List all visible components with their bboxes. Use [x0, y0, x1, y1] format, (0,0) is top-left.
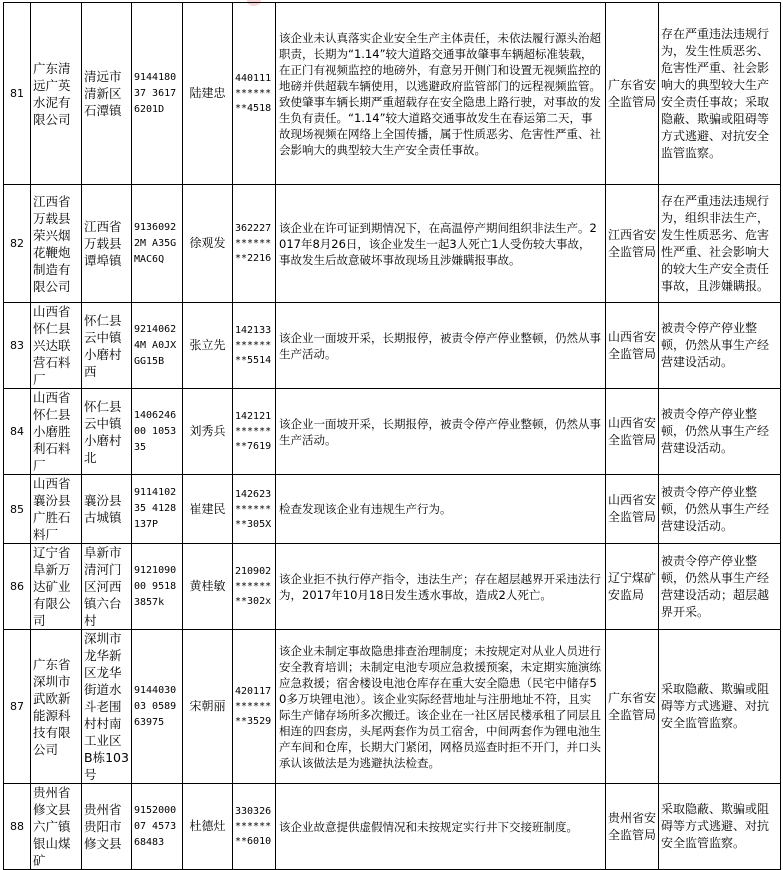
company-address-cell: 怀仁县云中镇小磨村北 [82, 389, 132, 475]
legal-representative-cell: 陆建忠 [183, 3, 233, 185]
company-name-cell: 广东清远广英水泥有限公司 [31, 3, 82, 185]
violation-description-cell: 该企业在许可证到期情况下，在高温停产期间组织非法生产。2017年8月26日，该企业发生一起3人死亡1人受伤较大事故，事故发生后故意破坏事故现场且涉嫌瞒报事故。 [276, 185, 606, 303]
blacklist-reason-cell: 采取隐蔽、欺骗或阻碍等方式逃避、对抗安全监管监察。 [659, 784, 781, 870]
table-body [4, 3, 781, 870]
table-row [4, 475, 781, 544]
violation-description-cell: 该企业未认真落实企业安全生产主体责任，未依法履行源头治超职责，长期为“1.14”较大道路交通事故肇事车辆超标准装载，在正门有视频监控的地磅外，有意另开侧门和设置无视频监控的地磅并供超载车辆使用，以逃避政府监管部门的远程视频监管。致使肇事车辆长期严重超载存在安全隐患上路行驶，对事故的发生负有责任。“1.14”较大道路交通事故发生在春运第二天，事故现场视频在网络上全国传播，属于性质恶劣、危害性严重、社会影响大的典型较大生产安全责任事故。 [276, 3, 606, 185]
reporting-agency-cell: 山西省安全监管局 [606, 303, 659, 389]
company-name-cell: 辽宁省阜新万达矿业有限公司 [31, 544, 82, 630]
credit-code-cell: 914418037 36176201D [132, 3, 183, 185]
row-number-cell: 86 [4, 544, 31, 630]
row-number-cell: 83 [4, 303, 31, 389]
id-number-cell: 362227 ****** **2216 [233, 185, 276, 303]
id-number-cell: 420117 ****** **3529 [233, 630, 276, 784]
blacklist-reason-cell: 被责令停产停业整顿，仍然从事生产经营建设活动。 [659, 389, 781, 475]
violation-description-cell: 该企业一面坡开采，长期报停，被责令停产停业整顿，仍然从事生产活动。 [276, 303, 606, 389]
reporting-agency-cell: 广东省安全监管局 [606, 630, 659, 784]
legal-representative-cell: 刘秀兵 [183, 389, 233, 475]
violation-description-cell: 检查发现该企业有违规生产行为。 [276, 475, 606, 544]
row-number-cell: 81 [4, 3, 31, 185]
company-address-cell: 怀仁县云中镇小磨村西 [82, 303, 132, 389]
company-name-cell: 江西省万载县荣兴烟花鞭炮制造有限公司 [31, 185, 82, 303]
table-row [4, 389, 781, 475]
blacklist-reason-cell: 被责令停产停业整顿，仍然从事生产经营建设活动。 [659, 303, 781, 389]
company-name-cell: 贵州省修文县六广镇银山煤矿 [31, 784, 82, 870]
company-address-cell: 清远市清新区石潭镇 [82, 3, 132, 185]
blacklist-reason-cell: 存在严重违法违规行为，组织非法生产，发生性质恶劣、危害性严重、社会影响大的较大生产安全责任事故，且涉嫌瞒报。 [659, 185, 781, 303]
credit-code-cell: 914403003 058963975 [132, 630, 183, 784]
company-address-cell: 阜新市清河门区河西镇六台村 [82, 544, 132, 630]
table-row [4, 630, 781, 784]
id-number-cell: 142623 ****** **305X [233, 475, 276, 544]
reporting-agency-cell: 广东省安全监管局 [606, 3, 659, 185]
reporting-agency-cell: 贵州省安全监管局 [606, 784, 659, 870]
credit-code-cell: 911410235 4128137P [132, 475, 183, 544]
company-address-cell: 江西省万载县谭埠镇 [82, 185, 132, 303]
id-number-cell: 142133 ****** **5514 [233, 303, 276, 389]
credit-code-cell: 91360922M A35GMAC6Q [132, 185, 183, 303]
row-number-cell: 88 [4, 784, 31, 870]
table-row [4, 544, 781, 630]
blacklist-reason-cell: 被责令停产停业整顿，仍然从事生产经营建设活动；超层越界开采。 [659, 544, 781, 630]
legal-representative-cell: 崔建民 [183, 475, 233, 544]
reporting-agency-cell: 山西省安全监管局 [606, 475, 659, 544]
company-name-cell: 山西省怀仁县小磨胜利石料厂 [31, 389, 82, 475]
legal-representative-cell: 张立先 [183, 303, 233, 389]
id-number-cell: 142121 ****** **7619 [233, 389, 276, 475]
company-address-cell: 襄汾县古城镇 [82, 475, 132, 544]
legal-representative-cell: 徐观发 [183, 185, 233, 303]
credit-code-cell: 912109000 95183857k [132, 544, 183, 630]
reporting-agency-cell: 山西省安全监管局 [606, 389, 659, 475]
row-number-cell: 87 [4, 630, 31, 784]
credit-code-cell: 92140624M A0JXGG15B [132, 303, 183, 389]
blacklist-reason-cell: 采取隐蔽、欺骗或阻碍等方式逃避、对抗安全监管监察。 [659, 630, 781, 784]
row-number-cell: 84 [4, 389, 31, 475]
company-name-cell: 山西省怀仁县兴达联营石料厂 [31, 303, 82, 389]
reporting-agency-cell: 江西省安全监管局 [606, 185, 659, 303]
company-name-cell: 广东省深圳市武欧新能源科技有限公司 [31, 630, 82, 784]
table-row [4, 3, 781, 185]
table-row [4, 784, 781, 870]
company-address-cell: 贵州省贵阳市修文县 [82, 784, 132, 870]
table-row [4, 303, 781, 389]
row-number-cell: 85 [4, 475, 31, 544]
blacklist-reason-cell: 被责令停产停业整顿，仍然从事生产经营建设活动。 [659, 475, 781, 544]
legal-representative-cell: 杜德灶 [183, 784, 233, 870]
violation-description-cell: 该企业未制定事故隐患排查治理制度；未按规定对从业人员进行安全教育培训；未制定电池专项应急救援预案，未定期实施演练应急救援；宿舍楼设电池仓库存在重大安全隐患（民宅中储存50多万块锂电池）。该企业实际经营地址与注册地址不符，且实际生产储存场所多次搬迁。该企业在一社区居民楼承租了同层且相连的四套房，头尾两套作为员工宿舍，中间两套作为锂电池生产车间和仓库，长期大门紧闭，网格员巡查时拒不开门，并口头承认该做法是为逃避执法检查。 [276, 630, 606, 784]
id-number-cell: 440111 ****** **4518 [233, 3, 276, 185]
violation-description-cell: 该企业一面坡开采，长期报停，被责令停产停业整顿，仍然从事生产活动。 [276, 389, 606, 475]
violation-description-cell: 该企业故意提供虚假情况和未按规定实行井下交接班制度。 [276, 784, 606, 870]
blacklist-reason-cell: 存在严重违法违规行为，发生性质恶劣、危害性严重、社会影响大的典型较大生产安全责任事故；采取隐蔽、欺骗或阻碍等方式逃避、对抗安全监管监察。 [659, 3, 781, 185]
blacklist-table [3, 2, 781, 870]
table-row [4, 185, 781, 303]
id-number-cell: 330326 ****** **6010 [233, 784, 276, 870]
credit-code-cell: 915200007 457368483 [132, 784, 183, 870]
id-number-cell: 210902 ****** **302x [233, 544, 276, 630]
company-name-cell: 山西省襄汾县广胜石料厂 [31, 475, 82, 544]
credit-code-cell: 140624600 105335 [132, 389, 183, 475]
row-number-cell: 82 [4, 185, 31, 303]
legal-representative-cell: 宋朝丽 [183, 630, 233, 784]
violation-description-cell: 该企业拒不执行停产指令，违法生产；存在超层越界开采违法行为，2017年10月18日发生透水事故，造成2人死亡。 [276, 544, 606, 630]
legal-representative-cell: 黄桂敏 [183, 544, 233, 630]
company-address-cell: 深圳市龙华新区龙华街道水斗老围村村南工业区B栋103号 [82, 630, 132, 784]
reporting-agency-cell: 辽宁煤矿安监局 [606, 544, 659, 630]
